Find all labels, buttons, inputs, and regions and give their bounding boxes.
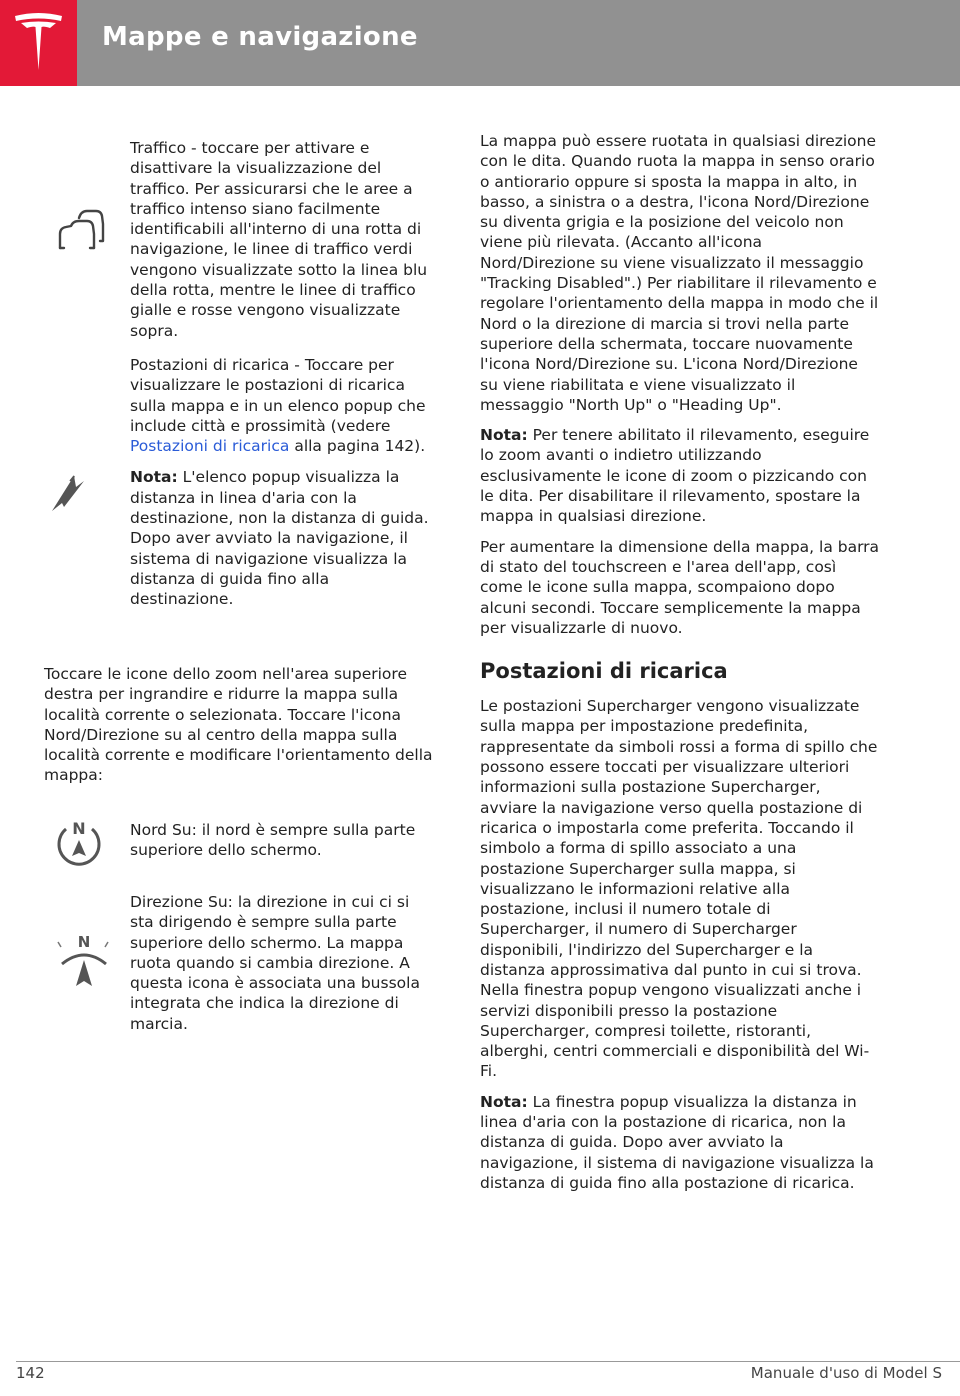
map-rotation-paragraph: La mappa può essere ruotata in qualsiasi direzione con le dita. Quando ruota la mappa in senso orario o antiorario oppure si sposta la mappa in alto, in basso, a sinistra o a destra, l'icona Nord/Direzione su diventa grigia e la posizione del veicolo non viene più rilevata. (Accanto all'icona Nord/Direzione su viene visualizzato il messaggio "Tracking Disabled".) Per riabilitare il rilevamento e regolare l'orientamento della mappa in modo che il Nord o la direzione di marcia si trovi nella parte superiore della schermata, toccare nuovamente l'icona Nord/Direzione su. L'icona Nord/Direzione su viene riabilitata e viene visualizzato il messaggio "North Up" o "Heading Up".	[480, 132, 879, 414]
page-number: 142	[16, 1364, 45, 1382]
popup-distance-note: Nota: La finestra popup visualizza la distanza in linea d'aria con la postazione di ricarica, non la distanza di guida. Dopo aver avviato la navigazione, il sistema di navigazione visualizza la distanza di guida fino alla postazione di ricarica.	[480, 1092, 874, 1192]
traffic-item	[44, 138, 434, 348]
heading-up-description: Direzione Su: la direzione in cui ci si sta dirigendo è sempre sulla parte superiore dello schermo. La mappa ruota quando si cambia direzione. A questa icona è associata una bussola integrata che indica la direzione di marcia.	[130, 893, 420, 1033]
heading-up-icon	[44, 934, 124, 998]
north-up-description: Nord Su: il nord è sempre sulla parte superiore dello schermo.	[130, 821, 416, 860]
north-up-icon	[44, 820, 124, 876]
map-size-paragraph: Per aumentare la dimensione della mappa, la barra di stato del touchscreen e l'area dell'app, così come le icone sulla mappa, scompaiono dopo alcuni secondi. Toccare semplicemente la mappa per visualizzarle di nuovo.	[480, 537, 880, 637]
charging-note: Nota: L'elenco popup visualizza la distanza in linea d'aria con la destinazione, non la distanza di guida. Dopo aver avviato la navigazione, il sistema di navigazione visualizza la distanza di guida fino alla destinazione.	[130, 468, 429, 609]
heading-up-item	[44, 892, 434, 1042]
charging-stations-link[interactable]: Postazioni di ricarica	[130, 437, 290, 456]
section-heading: Postazioni di ricarica	[480, 659, 728, 684]
footer-divider	[16, 1361, 960, 1362]
car-traffic-icon	[44, 208, 124, 260]
svg-text:N: N	[72, 820, 86, 838]
charging-item	[44, 355, 434, 635]
manual-title: Manuale d'uso di Model S	[750, 1364, 942, 1382]
tracking-note: Nota: Per tenere abilitato il rilevamento, eseguire lo zoom avanti o indietro utilizzando esclusivamente le icone di zoom o pizzicando con le dita. Per disabilitare il rilevamento, spostare la mappa in qualsiasi direzione.	[480, 426, 870, 526]
zoom-section	[44, 664, 439, 786]
tesla-logo-icon	[13, 12, 64, 72]
right-column	[480, 131, 880, 1203]
traffic-description: Traffico - toccare per attivare e disattivare la visualizzazione del traffico. Per assicurarsi che le aree a traffico intenso siano facilmente identificabili all'interno di una rotta di navigazione, le linee di traffico verdi vengono visualizzate sotto la linea blu della rotta, mentre le linee di traffico gialle e rosse vengono visualizzate sopra.	[130, 139, 428, 340]
page-title: Mappe e navigazione	[102, 22, 418, 52]
charging-bolt-icon	[44, 473, 124, 525]
charging-description: Postazioni di ricarica - Toccare per visualizzare le postazioni di ricarica sulla mappa e in un elenco popup che include città e prossimità (vedere Postazioni di ricarica alla pagina 142). Nota: L'elenco popup visualizza la distanza in linea d'aria con la destinazione, non la distanza di guida. Dopo aver avviato la navigazione, il sistema di navigazione visualizza la distanza di guida fino alla destinazione.	[130, 355, 434, 610]
north-up-item	[44, 820, 434, 880]
tesla-logo	[0, 0, 77, 86]
zoom-paragraph: Toccare le icone dello zoom nell'area superiore destra per ingrandire e ridurre la mappa sulla località corrente o selezionata. Toccare l'icona Nord/Direzione su al centro della mappa sulla località corrente e modificare l'orientamento della mappa:	[44, 665, 433, 785]
page-header	[0, 0, 960, 86]
supercharger-paragraph: Le postazioni Supercharger vengono visualizzate sulla mappa per impostazione predefinita, rappresentate da simboli rossi a forma di spillo che possono essere toccati per visualizzare ulteriori informazioni sulla postazione Supercharger, avviare la navigazione verso quella postazione di ricarica o impostarla come preferita. Toccando il simbolo a forma di spillo associato a una postazione Supercharger sulla mappa, si visualizzano le informazioni relative alla postazione, inclusi il numero totale di Supercharger, il numero di Supercharger disponibili, l'indirizzo del Supercharger e la distanza approssimativa dal punto in cui si trova. Nella finestra popup vengono visualizzati anche i servizi disponibili presso la postazione Supercharger, compresi toilette, ristoranti, alberghi, centri commerciali e disponibilità del Wi-Fi.	[480, 697, 878, 1081]
svg-text:N: N	[77, 934, 91, 951]
